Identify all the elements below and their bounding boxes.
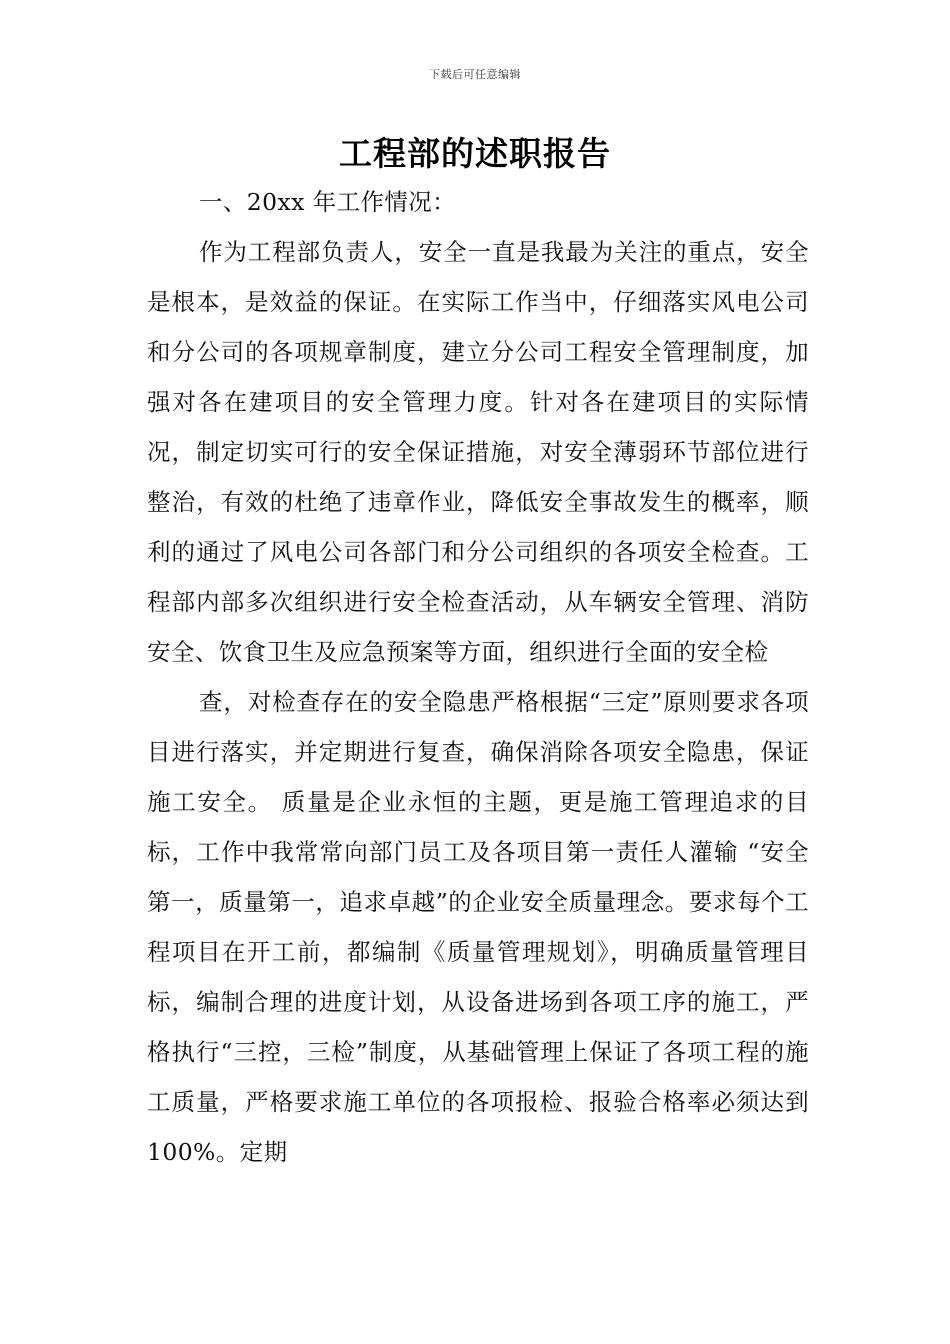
body-paragraph-2: 查，对检查存在的安全隐患严格根据“三定”原则要求各项目进行落实，并定期进行复查，确保消除各项安全隐患，保证施工安全。 质量是企业永恒的主题，更是施工管理追求的目标，工作中我常常向部门员工及各项目第一责任人灌输 “安全第一，质量第一，追求卓越”的企业安全质量理念。要求每个工程项目在开工前，都编制《质量管理规划》，明确质量管理目标，编制合理的进度计划，从设备进场到各项工序的施工，严格执行“三控，三检”制度，从基础管理上保证了各项工程的施工质量，严格要求施工单位的各项报检、报验合格率必须达到 100%。定期 xyxy=(147,688,809,1166)
body-paragraph-1: 作为工程部负责人，安全一直是我最为关注的重点，安全是根本，是效益的保证。在实际工作当中，仔细落实风电公司和分公司的各项规章制度，建立分公司工程安全管理制度，加强对各在建项目的安全管理力度。针对各在建项目的实际情况，制定切实可行的安全保证措施，对安全薄弱环节部位进行整治，有效的杜绝了违章作业，降低安全事故发生的概率，顺利的通过了风电公司各部门和分公司组织的各项安全检查。工程部内部多次组织进行安全检查活动，从车辆安全管理、消防安全、饮食卫生及应急预案等方面，组织进行全面的安全检 xyxy=(147,238,809,666)
header-note: 下载后可任意编辑 xyxy=(429,68,521,81)
section-heading: 一、20xx 年工作情况： xyxy=(199,188,457,216)
document-title: 工程部的述职报告 xyxy=(339,134,611,173)
document-body xyxy=(147,177,809,1177)
